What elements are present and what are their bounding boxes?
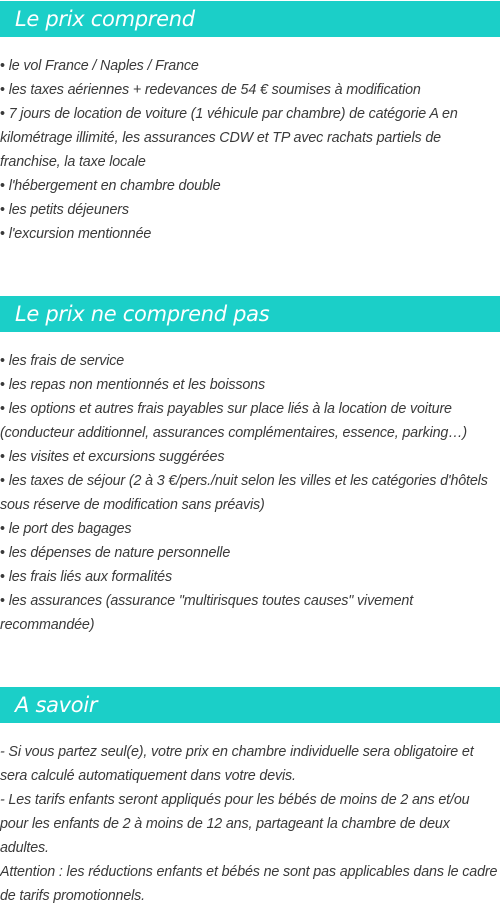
bullet-icon: • — [0, 593, 5, 609]
excludes-list — [0, 349, 500, 637]
list-item — [0, 565, 500, 589]
list-item-text: l'hébergement en chambre double — [8, 178, 221, 194]
info-paragraph: - Les tarifs enfants seront appliqués pour les bébés de moins de 2 ans et/ou pour les enfants de 2 à moins de 12 ans, partageant la chambre de deux adultes. — [0, 792, 470, 856]
list-item-text: l'excursion mentionnée — [8, 226, 152, 242]
list-item — [0, 589, 500, 637]
list-item-text: 7 jours de location de voiture (1 véhicule par chambre) de catégorie A en kilométrage illimité, les assurances CDW et TP avec rachats partiels de franchise, la taxe locale — [0, 106, 458, 170]
list-item — [0, 78, 500, 102]
list-item — [0, 349, 500, 373]
bullet-icon: • — [0, 449, 5, 465]
list-item-text: les visites et excursions suggérées — [8, 449, 225, 465]
list-item — [0, 222, 500, 246]
bullet-icon: • — [0, 58, 5, 74]
list-item — [0, 445, 500, 469]
list-item-text: les dépenses de nature personnelle — [8, 545, 231, 561]
list-item — [0, 102, 500, 174]
list-item — [0, 541, 500, 565]
list-item-text: les frais liés aux formalités — [8, 569, 172, 585]
includes-list — [0, 54, 500, 246]
list-item-text: les frais de service — [8, 353, 125, 369]
section-a-savoir — [0, 687, 500, 908]
list-item — [0, 517, 500, 541]
list-item-text: les assurances (assurance "multirisques toutes causes" vivement recommandée) — [0, 593, 414, 633]
list-item — [0, 373, 500, 397]
bullet-icon: • — [0, 178, 5, 194]
info-paragraph: Attention : les réductions enfants et bébés ne sont pas applicables dans le cadre de tarifs promotionnels. — [0, 864, 498, 904]
list-item-text: les options et autres frais payables sur place liés à la location de voiture (conducteur additionnel, assurances complémentaires, essence, parking…) — [0, 401, 467, 441]
bullet-icon: • — [0, 353, 5, 369]
section-title: A savoir — [15, 693, 98, 717]
section-title: Le prix comprend — [15, 7, 195, 31]
section-header — [0, 687, 500, 723]
list-item — [0, 174, 500, 198]
section-header — [0, 1, 500, 37]
list-item-text: les petits déjeuners — [8, 202, 129, 218]
list-item — [0, 397, 500, 445]
section-title: Le prix ne comprend pas — [15, 302, 270, 326]
list-item-text: les repas non mentionnés et les boissons — [8, 377, 265, 393]
bullet-icon: • — [0, 377, 5, 393]
bullet-icon: • — [0, 401, 5, 417]
bullet-icon: • — [0, 473, 5, 489]
bullet-icon: • — [0, 545, 5, 561]
bullet-icon: • — [0, 106, 5, 122]
list-item — [0, 198, 500, 222]
list-item-text: les taxes aériennes + redevances de 54 € soumises à modification — [8, 82, 421, 98]
bullet-icon: • — [0, 521, 5, 537]
info-paragraph: - Si vous partez seul(e), votre prix en chambre individuelle sera obligatoire et sera calculé automatiquement dans votre devis. — [0, 744, 474, 784]
list-item-text: le vol France / Naples / France — [8, 58, 199, 74]
section-header — [0, 296, 500, 332]
list-item — [0, 54, 500, 78]
list-item-text: le port des bagages — [8, 521, 132, 537]
list-item — [0, 469, 500, 517]
bullet-icon: • — [0, 569, 5, 585]
list-item-text: les taxes de séjour (2 à 3 €/pers./nuit selon les villes et les catégories d'hôtels sous réserve de modification sans préavis) — [0, 473, 488, 513]
bullet-icon: • — [0, 202, 5, 218]
bullet-icon: • — [0, 82, 5, 98]
section-price-includes — [0, 1, 500, 246]
section-price-excludes — [0, 296, 500, 637]
bullet-icon: • — [0, 226, 5, 242]
